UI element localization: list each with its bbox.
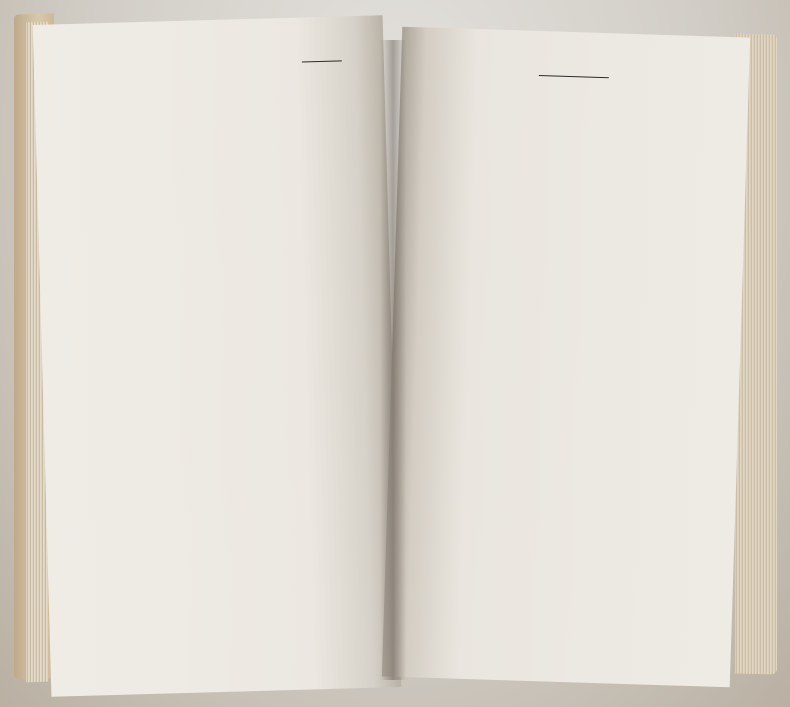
paragraph-mat-continue xyxy=(68,67,368,75)
left-page-body xyxy=(68,52,368,75)
book-gutter xyxy=(380,40,406,680)
right-page-body xyxy=(421,65,727,88)
paragraph-rouge xyxy=(421,65,727,75)
paragraph-couleur xyxy=(68,67,368,75)
table-total xyxy=(302,60,342,62)
paragraph-autre-dorure xyxy=(421,78,727,88)
composition-table xyxy=(92,58,342,68)
right-page xyxy=(382,27,750,688)
left-page xyxy=(33,15,402,697)
paragraph-continuation xyxy=(421,65,727,75)
divider xyxy=(539,75,609,78)
